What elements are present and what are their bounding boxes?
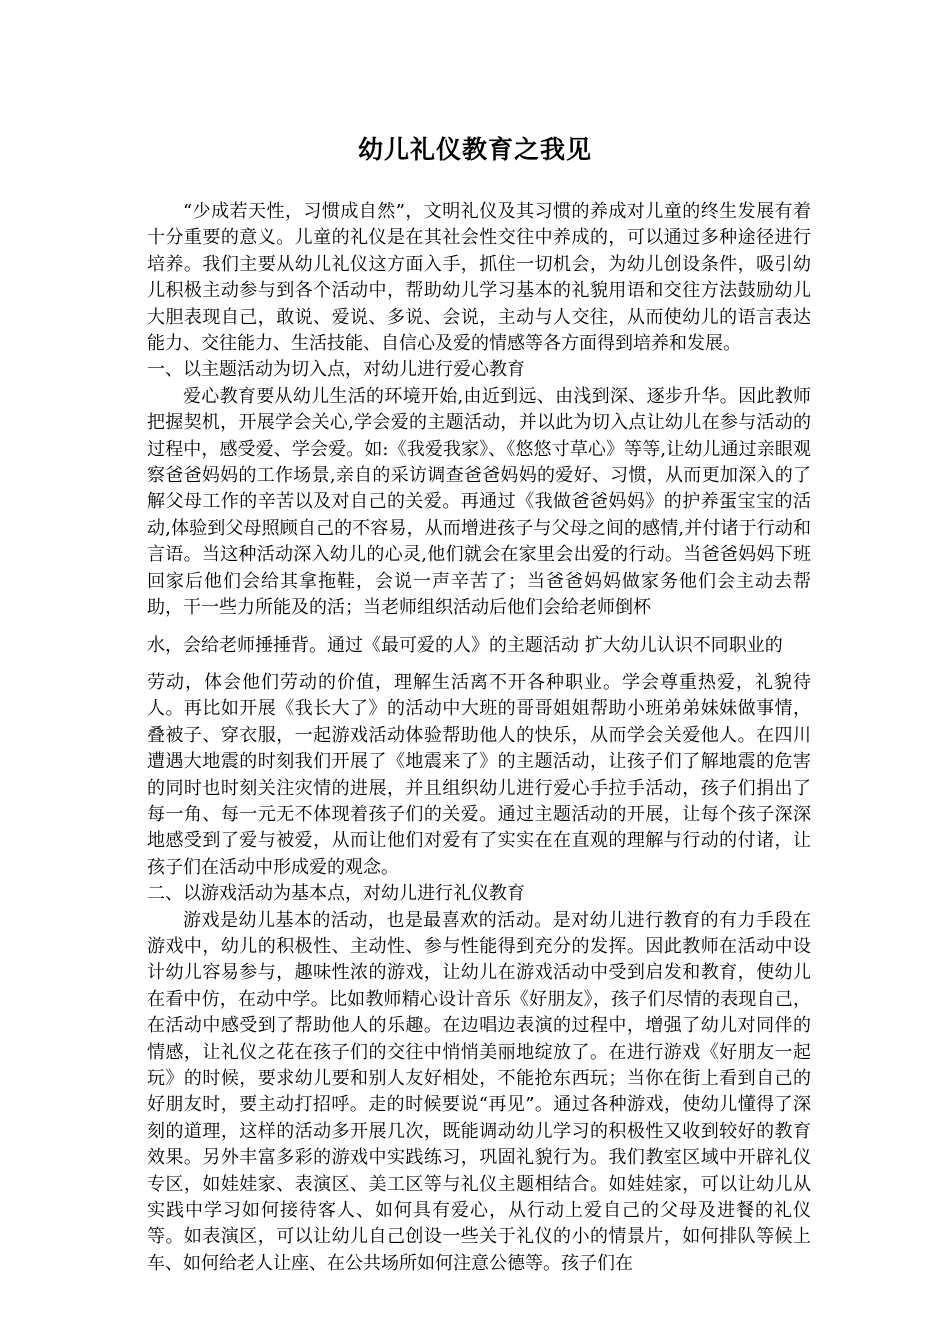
document-title: 幼儿礼仪教育之我见 bbox=[357, 135, 592, 164]
section-1-paragraph-continued-line: 水，会给老师捶捶背。通过《最可爱的人》的主题活动 扩大幼儿认识不同职业的 bbox=[147, 634, 783, 656]
section-1-paragraph: 爱心教育要从幼儿生活的环境开始,由近到远、由浅到深、逐步升华。因此教师把握契机，开展学会关心,学会爱的主题活动，并以此为切入点让幼儿在参与活动的过程中，感受爱、学会爱。如:《我爱我家》、《悠悠寸草心》等等,让幼儿通过亲眼观察爸爸妈妈的工作场景,亲自的采访调查爸爸妈妈的爱好、习惯，从而更加深入的了解父母工作的辛苦以及对自己的关爱。再通过《我做爸爸妈妈》的护养蛋宝宝的活动,体验到父母照顾自己的不容易，从而增进孩子与父母之间的感情,并付诸于行动和言语。当这种活动深入幼儿的心灵,他们就会在家里会出爱的行动。当爸爸妈妈下班回家后他们会给其拿拖鞋，会说一声辛苦了；当爸爸妈妈做家务他们会主动去帮助，干一些力所能及的活；当老师组织活动后他们会给老师倒杯 bbox=[147, 385, 811, 619]
section-1-heading: 一、以主题活动为切入点，对幼儿进行爱心教育 bbox=[147, 359, 525, 381]
section-1-paragraph-continued: 劳动，体会他们劳动的价值，理解生活离不开各种职业。学会尊重热爱，礼貌待人。再比如开展《我长大了》的活动中大班的哥哥姐姐帮助小班弟弟妹妹做事情，叠被子、穿衣服，一起游戏活动体验帮助他人的快乐，从而学会关爱他人。在四川遭遇大地震的时刻我们开展了《地震来了》的主题活动，让孩子们了解地震的危害的同时也时刻关注灾情的进展，并且组织幼儿进行爱心手拉手活动，孩子们捐出了每一角、每一元无不体现着孩子们的关爱。通过主题活动的开展，让每个孩子深深地感受到了爱与被爱，从而让他们对爱有了实实在在直观的理解与行动的付诸，让孩子们在活动中形成爱的观念。 bbox=[147, 671, 811, 878]
section-2-paragraph: 游戏是幼儿基本的活动，也是最喜欢的活动。是对幼儿进行教育的有力手段在游戏中，幼儿的积极性、主动性、参与性能得到充分的发挥。因此教师在活动中设计幼儿容易参与，趣味性浓的游戏，让幼儿在游戏活动中受到启发和教育，使幼儿在看中仿，在动中学。比如教师精心设计音乐《好朋友》，孩子们尽情的表现自己，在活动中感受到了帮助他人的乐趣。在边唱边表演的过程中，增强了幼儿对同伴的情感，让礼仪之花在孩子们的交往中悄悄美丽地绽放了。在进行游戏《好朋友一起玩》的时候，要求幼儿要和别人友好相处，不能抢东西玩；当你在街上看到自己的好朋友时，要主动打招呼。走的时候要说“再见”。通过各种游戏，使幼儿懂得了深刻的道理，这样的活动多开展几次，既能调动幼儿学习的积极性又收到较好的教育效果。另外丰富多彩的游戏中实践练习，巩固礼貌行为。我们教室区域中开辟礼仪专区，如娃娃家、表演区、美工区等与礼仪主题相结合。如娃娃家，可以让幼儿从实践中学习如何接待客人、如何具有爱心，从行动上爱自己的父母及进餐的礼仪等。如表演区，可以让幼儿自己创设一些关于礼仪的小的情景片，如何排队等候上车、如何给老人让座、在公共场所如何注意公德等。孩子们在 bbox=[147, 909, 811, 1274]
section-2-heading: 二、以游戏活动为基本点，对幼儿进行礼仪教育 bbox=[147, 883, 525, 905]
document-body bbox=[147, 199, 811, 1277]
intro-paragraph: “少成若天性，习惯成自然”，文明礼仪及其习惯的养成对儿童的终生发展有着十分重要的意义。儿童的礼仪是在其社会性交往中养成的，可以通过多种途径进行培养。我们主要从幼儿礼仪这方面入手，抓住一切机会，为幼儿创设条件，吸引幼儿积极主动参与到各个活动中，帮助幼儿学习基本的礼貌用语和交往方法鼓励幼儿大胆表现自己，敢说、爱说、多说、会说，主动与人交往，从而使幼儿的语言表达能力、交往能力、生活技能、自信心及爱的情感等各方面得到培养和发展。 bbox=[147, 201, 811, 355]
